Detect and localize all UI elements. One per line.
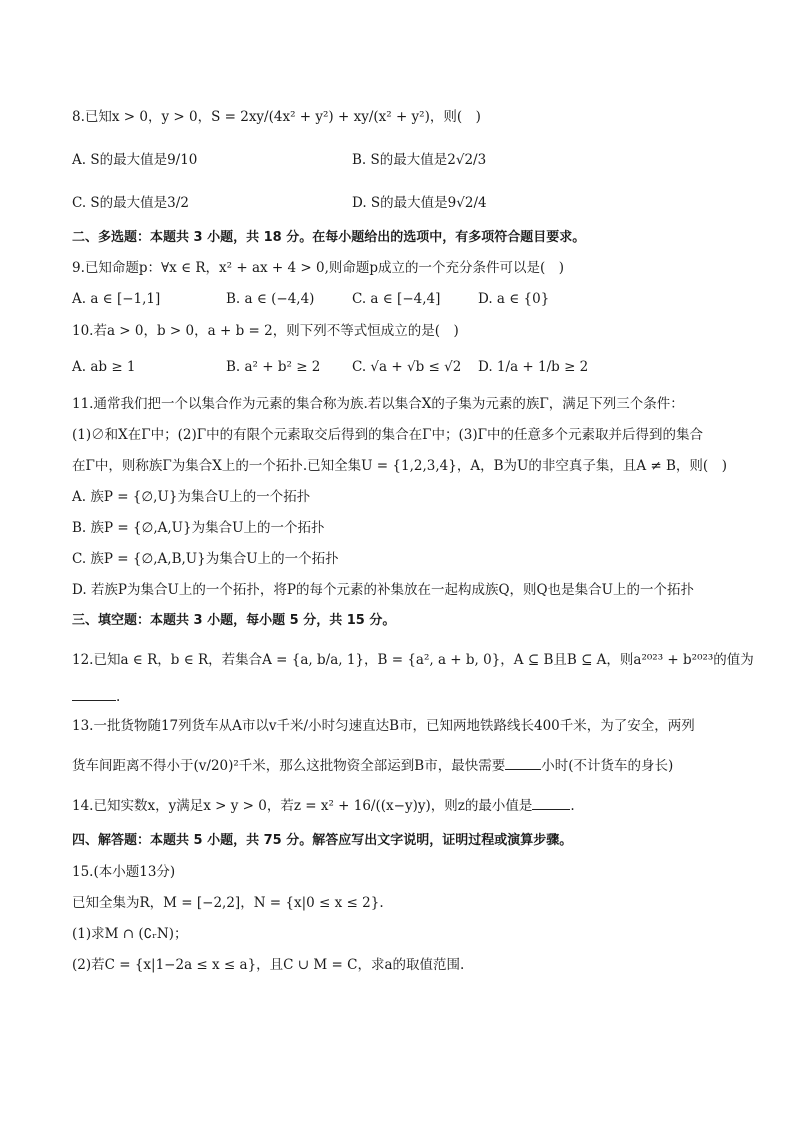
q11-option-c: C. 族P = {∅,A,B,U}为集合U上的一个拓扑 bbox=[72, 551, 339, 567]
q11-line-1: 11.通常我们把一个以集合作为元素的集合称为族.若以集合X的子集为元素的族Γ，满足下列三个条件： bbox=[72, 396, 684, 412]
q13-line-2 bbox=[72, 755, 673, 775]
q8-option-c: C. S的最大值是3/2 bbox=[72, 195, 189, 211]
q12-answer-line bbox=[72, 686, 120, 706]
q15-part-1: (1)求M ∩ (∁ᵣN)； bbox=[72, 926, 188, 942]
q14-period: . bbox=[570, 798, 575, 814]
q11-option-d: D. 若族P为集合U上的一个拓扑，将P的每个元素的补集放在一起构成族Q，则Q也是集合U上的一个拓扑 bbox=[72, 582, 694, 598]
q14-text: 14.已知实数x，y满足x > y > 0，若z = x² + 16/((x−y)y)，则z的最小值是 bbox=[72, 798, 533, 814]
q14-answer-blank[interactable] bbox=[532, 795, 570, 810]
q11-line-2: (1)∅和X在Γ中；(2)Γ中的有限个元素取交后得到的集合在Γ中；(3)Γ中的任意多个元素取并后得到的集合 bbox=[72, 427, 703, 443]
section-4-heading: 四、解答题：本题共 5 小题，共 75 分。解答应写出文字说明，证明过程或演算步骤。 bbox=[72, 833, 573, 848]
q10-option-b: B. a² + b² ≥ 2 bbox=[226, 359, 321, 375]
q12-period: . bbox=[116, 689, 121, 705]
q13-line-1: 13.一批货物随17列货车从A市以v千米/小时匀速直达B市，已知两地铁路线长400千米，为了安全，两列 bbox=[72, 718, 695, 734]
q11-option-a: A. 族P = {∅,U}为集合U上的一个拓扑 bbox=[72, 489, 311, 505]
q15-header: 15.(本小题13分) bbox=[72, 864, 176, 880]
q10-stem: 10.若a > 0，b > 0，a + b = 2，则下列不等式恒成立的是( ) bbox=[72, 323, 459, 339]
q8-stem: 8.已知x > 0，y > 0，S = 2xy/(4x² + y²) + xy/(x² + y²)，则( ) bbox=[72, 109, 481, 125]
q10-option-a: A. ab ≥ 1 bbox=[72, 359, 136, 375]
q13-line-2-text: 货车间距离不得小于(v/20)²千米，那么这批物资全部运到B市，最快需要 bbox=[72, 758, 506, 774]
q8-option-a: A. S的最大值是9/10 bbox=[72, 152, 198, 168]
q12-answer-blank[interactable] bbox=[72, 686, 116, 701]
q8-option-b: B. S的最大值是2√2/3 bbox=[352, 152, 487, 168]
q11-option-b: B. 族P = {∅,A,U}为集合U上的一个拓扑 bbox=[72, 520, 325, 536]
q15-part-2: (2)若C = {x|1−2a ≤ x ≤ a}，且C ∪ M = C，求a的取值范围. bbox=[72, 957, 465, 973]
section-3-heading: 三、填空题：本题共 3 小题，每小题 5 分，共 15 分。 bbox=[72, 613, 396, 628]
q13-answer-blank[interactable] bbox=[505, 755, 541, 770]
q11-line-3: 在Γ中，则称族Γ为集合X上的一个拓扑.已知全集U = {1,2,3,4}，A，B为U的非空真子集，且A ≠ B，则( ) bbox=[72, 458, 727, 474]
q10-option-c: C. √a + √b ≤ √2 bbox=[352, 359, 462, 375]
q14-line bbox=[72, 795, 575, 815]
q9-stem: 9.已知命题p：∀x ∈ R，x² + ax + 4 > 0,则命题p成立的一个充分条件可以是( ) bbox=[72, 260, 565, 276]
q9-option-b: B. a ∈ (−4,4) bbox=[226, 291, 315, 307]
q9-option-a: A. a ∈ [−1,1] bbox=[72, 291, 161, 307]
section-2-heading: 二、多选题：本题共 3 小题，共 18 分。在每小题给出的选项中，有多项符合题目要求。 bbox=[72, 230, 586, 245]
q9-option-c: C. a ∈ [−4,4] bbox=[352, 291, 441, 307]
q8-option-d: D. S的最大值是9√2/4 bbox=[352, 195, 487, 211]
q10-option-d: D. 1/a + 1/b ≥ 2 bbox=[478, 359, 589, 375]
q9-option-d: D. a ∈ {0} bbox=[478, 291, 550, 307]
q12-line-1: 12.已知a ∈ R，b ∈ R，若集合A = {a, b/a, 1}，B = {a², a + b, 0}，A ⊆ B且B ⊆ A，则a²⁰²³ + b²⁰²³的值为 bbox=[72, 652, 754, 668]
q13-line-2-tail: 小时(不计货车的身长) bbox=[541, 758, 674, 774]
q15-given: 已知全集为R，M = [−2,2]，N = {x|0 ≤ x ≤ 2}. bbox=[72, 895, 384, 911]
